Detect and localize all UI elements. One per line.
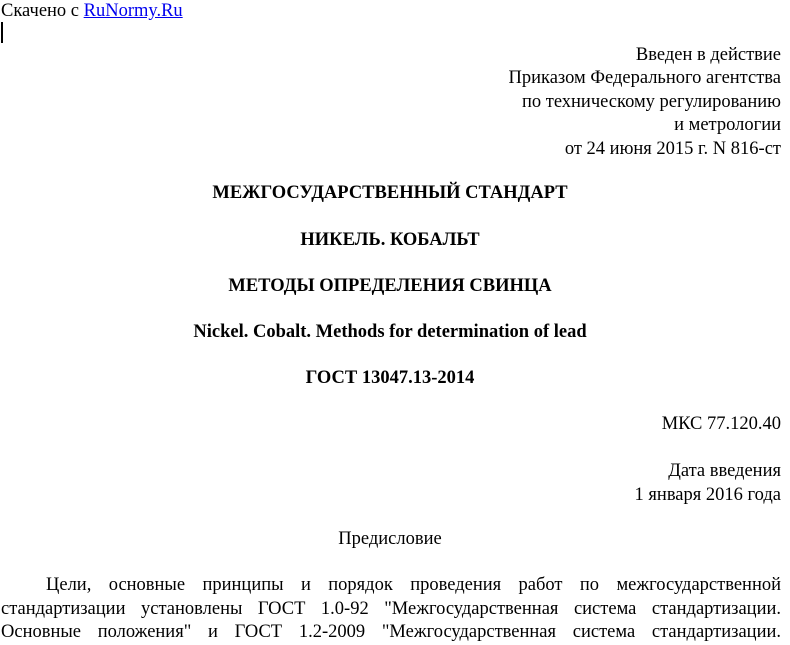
source-prefix: Скачено с <box>1 1 84 21</box>
introduction-date-label: Дата введения <box>668 461 781 481</box>
foreword-line: Основные положения" и ГОСТ 1.2-2009 "Межгосударственная система стандартизации. <box>1 622 781 643</box>
source-line <box>1 1 183 21</box>
english-title-heading: Nickel. Cobalt. Methods for determination of lead <box>193 322 587 342</box>
introduction-date-block <box>635 459 781 507</box>
approval-line: Введен в действие <box>635 45 781 65</box>
introduction-date-value: 1 января 2016 года <box>634 485 781 505</box>
foreword-line: Цели, основные принципы и порядок проведения работ по межгосударственной <box>46 575 781 595</box>
approval-line: и метрологии <box>674 115 781 136</box>
approval-line: от 24 июня 2015 г. N 816-ст <box>564 138 781 159</box>
foreword-title: Предисловие <box>338 529 442 549</box>
foreword-line: стандартизации установлены ГОСТ 1.0-92 "Межгосударственная система стандартизации. <box>1 598 781 619</box>
standard-type-heading: МЕЖГОСУДАРСТВЕННЫЙ СТАНДАРТ <box>212 183 568 203</box>
foreword-paragraph <box>1 574 781 645</box>
source-link[interactable]: RuNormy.Ru <box>83 1 183 21</box>
approval-line: Приказом Федерального агентства <box>508 68 781 89</box>
approval-block <box>509 44 782 161</box>
gost-number-heading: ГОСТ 13047.13-2014 <box>305 368 475 388</box>
subject-heading: НИКЕЛЬ. КОБАЛЬТ <box>300 230 480 250</box>
text-cursor <box>1 22 3 43</box>
methods-heading: МЕТОДЫ ОПРЕДЕЛЕНИЯ СВИНЦА <box>228 276 552 296</box>
approval-line: по техническому регулированию <box>521 91 781 112</box>
mks-code: МКС 77.120.40 <box>661 414 781 434</box>
